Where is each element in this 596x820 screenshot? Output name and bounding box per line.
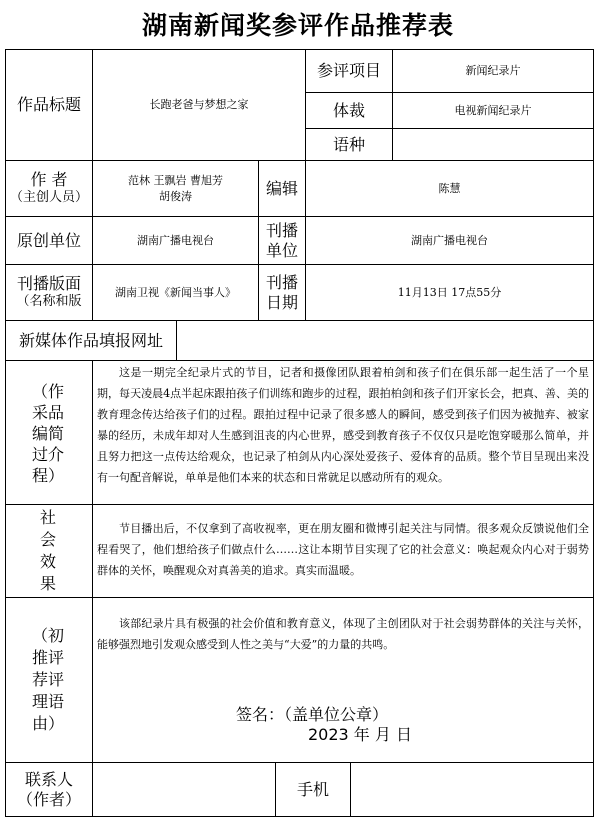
contact-label-line2: （作者） bbox=[16, 789, 81, 809]
pub-edition-label-line1: 刊播版面 bbox=[16, 274, 81, 294]
row-divider bbox=[5, 360, 594, 361]
category-item-value[interactable]: 新闻纪录片 bbox=[465, 64, 521, 78]
origin-unit-value[interactable]: 湖南广播电视台 bbox=[137, 233, 214, 247]
col-divider bbox=[92, 360, 93, 816]
editor-value[interactable]: 陈慧 bbox=[438, 181, 461, 195]
phone-label: 手机 bbox=[296, 779, 329, 799]
origin-unit-label: 原创单位 bbox=[16, 230, 81, 250]
pub-date-value[interactable]: 11月13日 17点55分 bbox=[397, 285, 502, 299]
category-item-label: 参评项目 bbox=[316, 61, 381, 80]
author-label-line1: 作 者 bbox=[30, 170, 68, 190]
row-divider bbox=[5, 504, 594, 505]
authors-line1: 范林 王飘岩 曹旭芳 bbox=[128, 173, 223, 187]
recommend-label: （初推评荐评理语由） bbox=[32, 626, 65, 733]
pub-edition-label bbox=[6, 265, 92, 320]
genre-label: 体裁 bbox=[332, 100, 365, 120]
phone-value[interactable] bbox=[351, 763, 593, 816]
genre-value[interactable]: 电视新闻纪录片 bbox=[454, 103, 532, 117]
authors-line2: 胡俊涛 bbox=[159, 189, 192, 203]
author-label-line2: （主创人员） bbox=[9, 190, 88, 206]
editor-label: 编辑 bbox=[265, 178, 298, 198]
effect-label: 社会效果 bbox=[39, 508, 56, 593]
signature-line: 签名：（盖单位公章） bbox=[236, 705, 389, 724]
author-label bbox=[6, 161, 92, 216]
language-value[interactable] bbox=[393, 129, 593, 160]
intro-label: （作采品编简过介程） bbox=[32, 381, 65, 485]
form-title: 湖南新闻奖参评作品推荐表 bbox=[141, 11, 454, 40]
pub-date-label: 刊播日期 bbox=[265, 272, 298, 312]
effect-text[interactable]: 节目播出后，不仅拿到了高收视率，更在朋友圈和微博引起关注与同情。很多观众反馈说他们全程看哭了，他们想给孩子们做点什么……这让本期节目实现了它的社会意义：唤起观众内心对于弱势群体的关怀，唤醒观众对真善美的追求。真实而温暖。 bbox=[97, 522, 589, 577]
work-title-label: 作品标题 bbox=[16, 95, 81, 114]
work-title-value[interactable]: 长跑老爸与梦想之家 bbox=[149, 98, 249, 112]
pub-edition-label-line2: （名称和版 bbox=[16, 294, 82, 310]
new-media-label: 新媒体作品填报网址 bbox=[18, 330, 163, 350]
new-media-url-value[interactable] bbox=[177, 321, 593, 360]
pub-edition-value[interactable]: 湖南卫视《新闻当事人》 bbox=[115, 285, 236, 299]
contact-label bbox=[6, 763, 92, 816]
recommend-text[interactable]: 该部纪录片具有极强的社会价值和教育意义，体现了主创团队对于社会弱势群体的关注与关怀，能够强烈地引发观众感受到人性之美与“大爱”的力量的共鸣。 bbox=[97, 617, 589, 651]
row-divider bbox=[5, 597, 594, 598]
intro-text[interactable]: 这是一期完全纪录片式的节目，记者和摄像团队跟着柏剑和孩子们在俱乐部一起生活了一个星期，每天凌晨4点半起床跟拍孩子们训练和跑步的过程，跟拍柏剑和孩子们开家长会，把真、善、美的教育理念传达给孩子们的过程。跟拍过程中记录了很多感人的瞬间，感受到孩子们因为被抛弃、被家暴的经历，未成年却对人生感到沮丧的内心世界，感受到教育孩子不仅仅只是吃饱穿暖那么简单，并且努力把这一点传达给观众，也记录了柏剑从内心深处爱孩子、爱体育的品质。整个节目呈现出来没有一句配音解说，单单是他们本来的状态和日常就足以感动所有的观众。 bbox=[97, 366, 589, 484]
pub-unit-value[interactable]: 湖南广播电视台 bbox=[411, 233, 488, 247]
language-label: 语种 bbox=[332, 134, 365, 154]
authors-value[interactable] bbox=[93, 161, 258, 216]
contact-value[interactable] bbox=[93, 763, 275, 816]
pub-unit-label: 刊播单位 bbox=[265, 220, 298, 260]
contact-label-line1: 联系人 bbox=[24, 769, 73, 789]
date-line: 2023 年 月 日 bbox=[308, 725, 412, 744]
